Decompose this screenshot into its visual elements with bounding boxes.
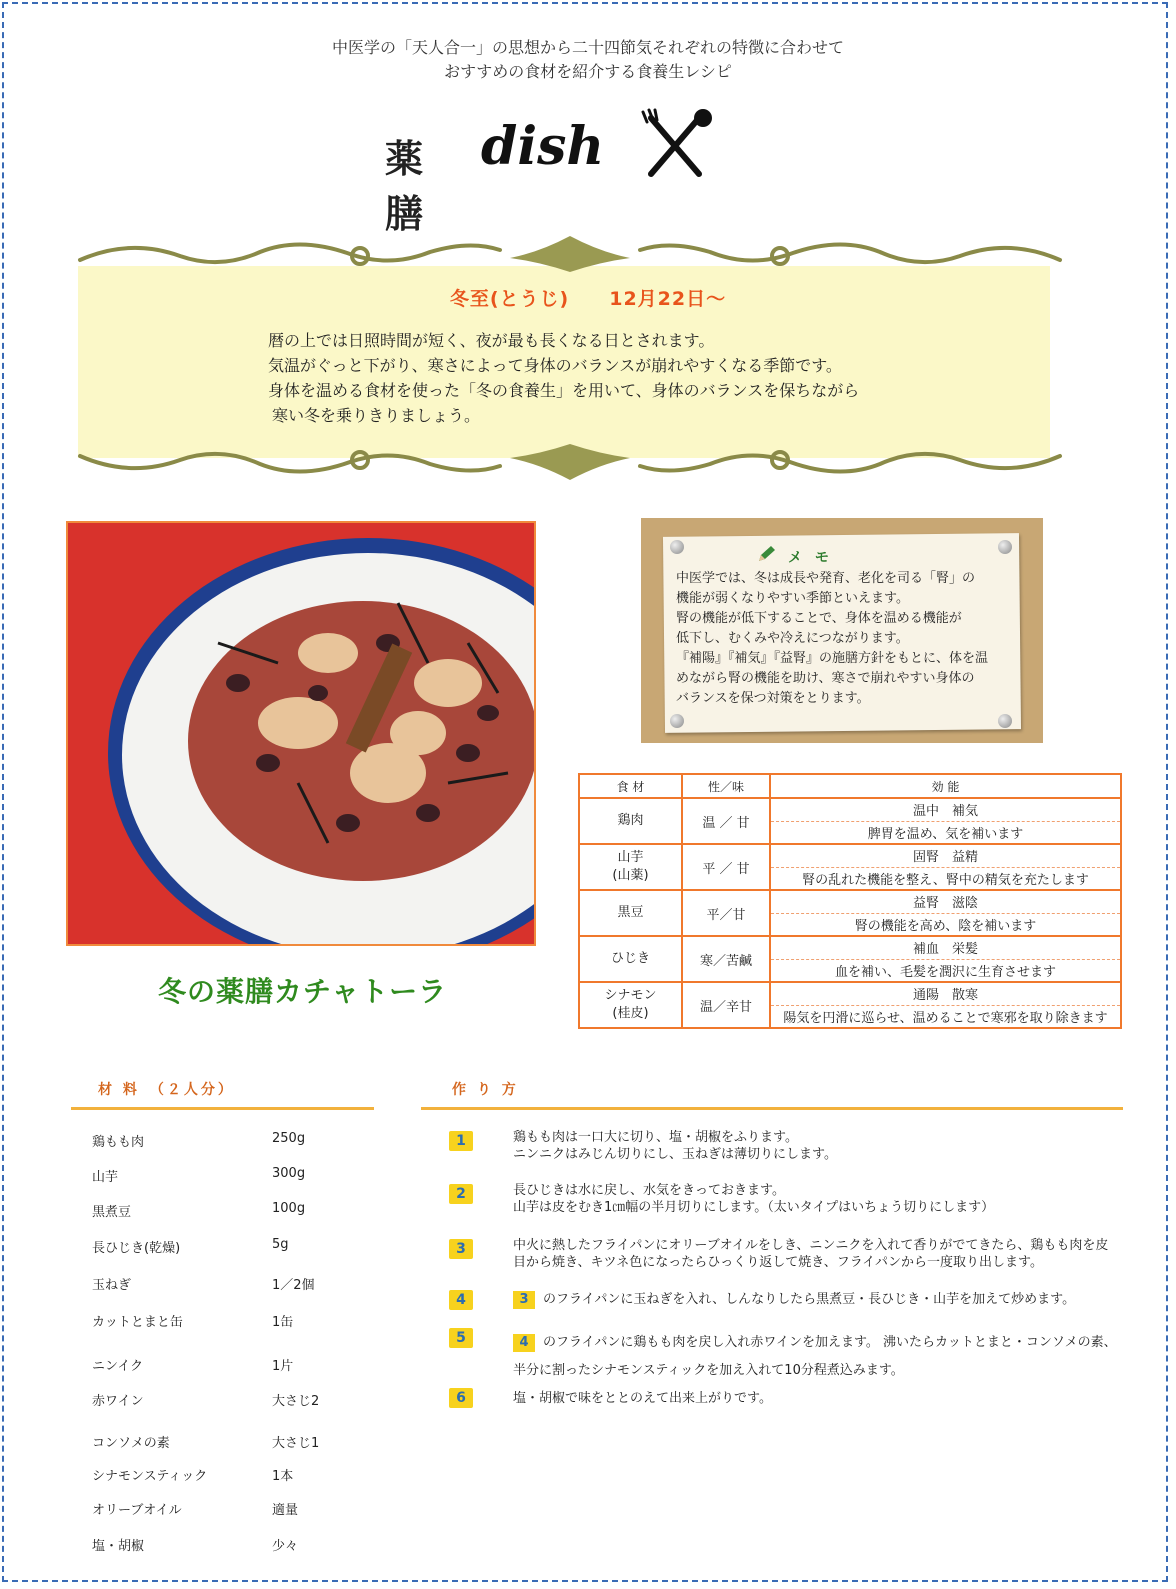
memo-line: めながら腎の機能を助け、寒さで崩れやすい身体の: [676, 671, 975, 686]
dish-title: 冬の薬膳カチャトーラ: [158, 975, 448, 1008]
detail-cell: 腎の乱れた機能を整え、腎中の精気を充たします: [770, 867, 1121, 890]
ingredients-heading: 材 料 （２人分）: [98, 1082, 235, 1098]
ingredient-amount: 5g: [272, 1237, 289, 1252]
ingredient-item: [92, 1499, 352, 1518]
ingredient-name: カットとまと缶: [92, 1315, 183, 1330]
ingredient-name: 玉ねぎ: [92, 1278, 132, 1293]
ingredient-name: シナモンスティック: [92, 1469, 208, 1484]
nature-cell: 寒／苦鹹: [682, 936, 770, 982]
season-line: 気温がぐっと下がり、寒さによって身体のバランスが崩れやすくなる季節です。: [268, 356, 842, 375]
table-row: [579, 890, 1121, 913]
season-title: 冬至(とうじ) 12月22日～: [449, 288, 727, 310]
ingredient-item: [92, 1311, 352, 1330]
step-line: 中火に熱したフライパンにオリーブオイルをしき、ニンニクを入れて香りがでてきたら、鶏もも肉を皮: [513, 1238, 1109, 1253]
nature-cell: 平／甘: [682, 890, 770, 936]
step-number: 2: [449, 1184, 473, 1204]
step-text: [513, 1390, 1123, 1407]
table-header: 効 能: [770, 774, 1121, 798]
intro-line-1: 中医学の「天人合一」の思想から二十四節気それぞれの特徴に合わせて: [331, 38, 844, 57]
memo-body: [676, 569, 1012, 709]
step-text: [513, 1291, 1123, 1309]
detail-cell: 脾胃を温め、気を補います: [770, 821, 1121, 844]
ingredient-cell: 鶏肉: [579, 798, 682, 844]
memo-line: 中医学では、冬は成長や発育、老化を司る「腎」の: [676, 571, 976, 586]
ingredient-amount: 250g: [272, 1131, 306, 1146]
ingredient-amount: 大さじ2: [272, 1394, 320, 1409]
step-line: のフライパンに鶏もも肉を戻し入れ赤ワインを加えます。 沸いたらカットとまと・コンソメの素、: [543, 1335, 1117, 1350]
ingredient-cell: シナモン (桂皮): [579, 982, 682, 1028]
pencil-icon: [757, 545, 777, 563]
steps-rule: [421, 1107, 1123, 1110]
step-line: のフライパンに玉ねぎを入れ、しんなりしたら黒煮豆・長ひじき・山芋を加えて炒めます。: [543, 1292, 1076, 1307]
memo-line: 機能が弱くなりやすい季節といえます。: [676, 591, 909, 606]
herb-table: [578, 773, 1122, 1029]
logo-jp: 薬膳: [385, 137, 425, 236]
ingredient-cell: ひじき: [579, 936, 682, 982]
ingredient-amount: 300g: [272, 1166, 306, 1181]
effect-cell: 温中 補気: [770, 798, 1121, 821]
table-row: [579, 798, 1121, 821]
ingredient-amount: 1缶: [272, 1315, 294, 1330]
effect-cell: 通陽 散寒: [770, 982, 1121, 1005]
memo-line: 『補陽』『補気』『益腎』の施膳方針をもとに、体を温: [676, 651, 989, 666]
step-reference: 4: [513, 1334, 535, 1352]
table-row: [579, 982, 1121, 1005]
step-text: [513, 1237, 1123, 1271]
pin-icon: [670, 714, 684, 728]
ingredient-item: [92, 1465, 352, 1484]
step-text: [513, 1182, 1123, 1216]
intro-line-2: おすすめの食材を紹介する食養生レシピ: [444, 62, 732, 81]
ingredient-amount: 1片: [272, 1359, 294, 1374]
ingredient-amount: 適量: [272, 1503, 299, 1518]
ingredient-item: [92, 1237, 352, 1256]
effect-cell: 固腎 益精: [770, 844, 1121, 867]
season-line: 暦の上では日照時間が短く、夜が最も長くなる日とされます。: [268, 331, 715, 350]
ingredient-item: [92, 1432, 352, 1451]
season-line: 身体を温める食材を使った「冬の食養生」を用いて、身体のバランスを保ちながら: [268, 381, 860, 400]
detail-cell: 血を補い、毛髪を潤沢に生育させます: [770, 959, 1121, 982]
step-line: 鶏もも肉は一口大に切り、塩・胡椒をふります。: [513, 1130, 798, 1145]
step-line: 半分に割ったシナモンスティックを加え入れて10分程煮込みます。: [513, 1363, 904, 1378]
ingredient-amount: 1／2個: [272, 1278, 315, 1293]
nature-cell: 温／辛甘: [682, 982, 770, 1028]
ingredient-item: [92, 1131, 352, 1150]
dish-photo: [66, 521, 536, 946]
ingredient-item: [92, 1201, 352, 1220]
effect-cell: 補血 栄髪: [770, 936, 1121, 959]
step-number: 4: [449, 1290, 473, 1310]
ingredient-name: 鶏もも肉: [92, 1135, 145, 1150]
table-header: 食 材: [579, 774, 682, 798]
ingredient-name: 長ひじき(乾燥): [92, 1241, 181, 1256]
step-number: 5: [449, 1328, 473, 1348]
ingredient-name: コンソメの素: [92, 1436, 170, 1451]
step-text: [513, 1329, 1123, 1385]
memo-line: 低下し、むくみや冷えにつながります。: [676, 631, 909, 646]
fork-spoon-icon: [637, 108, 717, 184]
ingredient-item: [92, 1274, 352, 1293]
ingredient-item: [92, 1390, 352, 1409]
ingredient-amount: 大さじ1: [272, 1436, 320, 1451]
pin-icon: [998, 540, 1012, 554]
ingredient-name: ニンイク: [92, 1359, 144, 1374]
step-number: 1: [449, 1131, 473, 1151]
ingredient-item: [92, 1166, 352, 1185]
ingredient-name: オリーブオイル: [92, 1503, 182, 1518]
season-line: 寒い冬を乗りきりましょう。: [272, 406, 481, 425]
table-row: [579, 844, 1121, 867]
ingredient-amount: 少々: [272, 1539, 299, 1554]
step-line: 目から焼き、キツネ色になったらひっくり返して焼き、フライパンから一度取り出します。: [513, 1255, 1044, 1270]
ingredient-name: 赤ワイン: [92, 1394, 144, 1409]
detail-cell: 陽気を円滑に巡らせ、温めることで寒邪を取り除きます: [770, 1005, 1121, 1028]
memo-line: バランスを保つ対策をとります。: [676, 691, 870, 706]
ingredient-name: 塩・胡椒: [92, 1539, 145, 1554]
memo-line: 腎の機能が低下することで、身体を温める機能が: [676, 611, 962, 626]
ingredient-amount: 100g: [272, 1201, 306, 1216]
season-description: [268, 328, 968, 428]
ingredient-name: 山芋: [92, 1170, 119, 1185]
steps-heading: 作 り 方: [452, 1082, 519, 1098]
pin-icon: [998, 714, 1012, 728]
ingredient-item: [92, 1535, 352, 1554]
pin-icon: [670, 540, 684, 554]
step-number: 6: [449, 1388, 473, 1408]
ingredients-rule: [71, 1107, 374, 1110]
nature-cell: 温 ／ 甘: [682, 798, 770, 844]
detail-cell: 腎の機能を高め、陰を補います: [770, 913, 1121, 936]
step-line: 塩・胡椒で味をととのえて出来上がりです。: [513, 1391, 772, 1406]
step-text: [513, 1129, 1123, 1163]
step-number: 3: [449, 1239, 473, 1259]
ingredient-amount: 1本: [272, 1469, 294, 1484]
memo-title: メ モ: [788, 550, 833, 566]
intro-text: [0, 36, 1176, 84]
table-header: 性／味: [682, 774, 770, 798]
step-line: 長ひじきは水に戻し、水気をきっておきます。: [513, 1183, 785, 1198]
table-row: [579, 936, 1121, 959]
nature-cell: 平 ／ 甘: [682, 844, 770, 890]
effect-cell: 益腎 滋陰: [770, 890, 1121, 913]
ingredient-cell: 山芋 (山薬): [579, 844, 682, 890]
step-reference: 3: [513, 1291, 535, 1309]
logo-en: dish: [481, 116, 605, 177]
ingredient-cell: 黒豆: [579, 890, 682, 936]
ingredient-name: 黒煮豆: [92, 1205, 132, 1220]
step-line: ニンニクはみじん切りにし、玉ねぎは薄切りにします。: [513, 1147, 837, 1162]
step-line: 山芋は皮をむき1㎝幅の半月切りにします。（太いタイプはいちょう切りにします）: [513, 1200, 995, 1215]
ingredient-item: [92, 1355, 352, 1374]
